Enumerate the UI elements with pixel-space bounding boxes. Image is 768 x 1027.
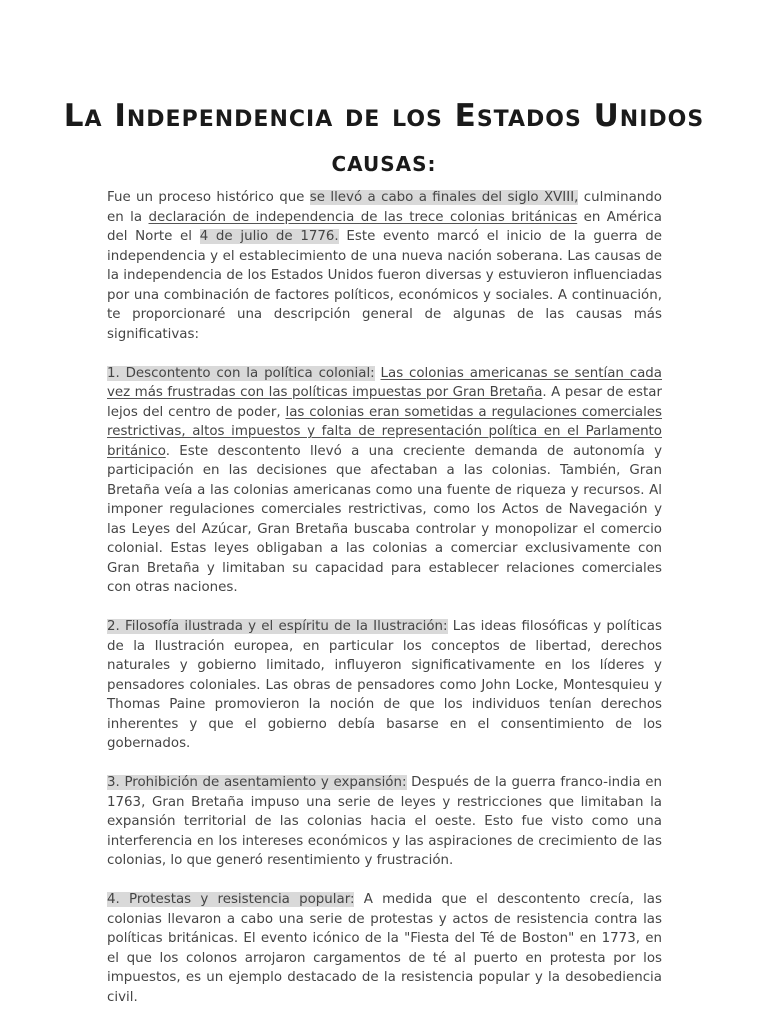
text-segment: Las ideas filosóficas y políticas de la Ilustración europea, en particular los conceptos de libertad, derechos naturales y gobierno limitado, influyeron significativamente en los líderes y pensadores coloniales. Las obras de pensadores como John Locke, Montesquieu y Thomas Paine promovieron la noción de que los individuos tenían derechos inherentes y que el gobierno debía basarse en el consentimiento de los gobernados. [107,619,662,751]
underlined-text: declaración de independencia de las trece colonias británicas [148,209,578,225]
paragraph-cause-1 [107,364,662,598]
text-segment: Fue un proceso histórico que [107,190,310,205]
text-segment: A medida que el descontento crecía, las colonias llevaron a cabo una serie de protestas y actos de resistencia contra las políticas británicas. El evento icónico de la "Fiesta del Té de Boston" en 1773, en el que los colonos arrojaron cargamentos de té al puerto en protesta por los impuestos, es un ejemplo destacado de la resistencia popular y la desobediencia civil. [107,892,662,1005]
text-segment: culminando en la [107,190,662,225]
highlighted-text: 4 de julio de 1776. [199,229,339,244]
text-segment: Este evento marcó el inicio de la guerra de independencia y el establecimiento de una nueva nación soberana. Las causas de la independencia de los Estados Unidos fueron diversas y estuvieron influenciadas por una combinación de factores políticos, económicos y sociales. A continuación, te proporcionaré una descripción general de algunas de las causas más significativas: [107,229,663,342]
page-title: La Independencia de los Estados Unidos [63,98,705,134]
text-segment: . A pesar de estar lejos del centro de poder, [107,385,662,420]
document-body [107,188,662,1027]
paragraph-cause-4 [107,890,662,1007]
highlighted-text: se llevó a cabo a finales del siglo XVIII, [309,190,579,205]
underlined-text: Las colonias americanas se sentían cada vez más frustradas con las políticas impuestas por Gran Bretaña [107,365,663,400]
text-segment: en América del Norte el [107,209,662,244]
text-segment: . Este descontento llevó a una creciente demanda de autonomía y participación en las decisiones que afectaban a las colonias. También, Gran Bretaña veía a las colonias americanas como una fuente de riqueza y recursos. Al imponer regulaciones comerciales restrictivas, como los Actos de Navegación y las Leyes del Azúcar, Gran Bretaña buscaba controlar y monopolizar el comercio colonial. Estas leyes obligaban a las colonias a comerciar exclusivamente con Gran Bretaña y limitaban su capacidad para establecer relaciones comerciales con otras naciones. [107,443,662,595]
cause-heading: 3. Prohibición de asentamiento y expansión: [107,775,407,790]
section-heading: CAUSAS: [331,152,437,176]
cause-heading: 4. Protestas y resistencia popular: [107,892,355,907]
cause-heading: 2. Filosofía ilustrada y el espíritu de la Ilustración: [107,619,448,634]
paragraph-cause-3 [107,773,662,871]
underlined-text: las colonias eran sometidas a regulaciones comerciales restrictivas, altos impuestos y falta de representación política en el Parlamento británico [107,404,663,459]
cause-heading: 1. Descontento con la política colonial: [107,365,375,381]
paragraph-cause-2 [107,617,662,754]
text-segment: Después de la guerra franco-india en 1763, Gran Bretaña impuso una serie de leyes y restricciones que limitaban la expansión territorial de las colonias hacia el oeste. Esto fue visto como una interferencia en los intereses económicos y las aspiraciones de crecimiento de las colonias, lo que generó resentimiento y frustración. [107,775,662,868]
paragraph-intro [107,188,662,344]
